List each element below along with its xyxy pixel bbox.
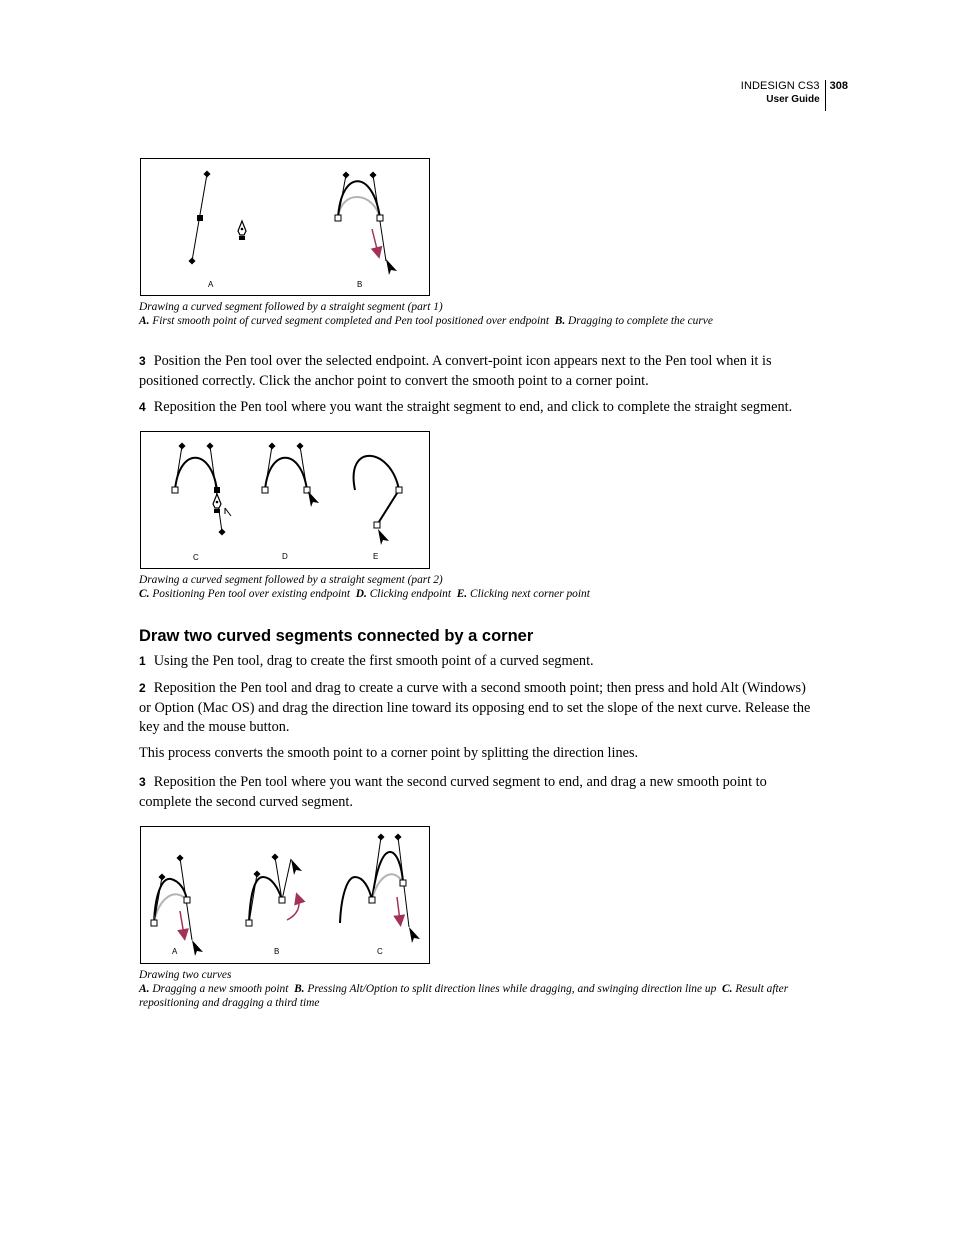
caption-letter: B.	[554, 315, 566, 327]
figure-3-caption-items	[139, 982, 819, 1010]
section-heading: Draw two curved segments connected by a corner	[139, 627, 534, 645]
fig1-label-b: B	[357, 280, 363, 289]
cursor-arrow-icon	[409, 927, 420, 943]
fig1-part-a	[188, 170, 246, 264]
header-title: INDESIGN CS3	[740, 80, 820, 92]
figure-2-caption	[139, 573, 819, 601]
caption-text: Clicking next corner point	[470, 588, 590, 600]
step-number: 3	[139, 354, 146, 368]
step-text: Reposition the Pen tool where you want the straight segment to end, and click to complete the straight segment.	[153, 399, 793, 415]
caption-text: Pressing Alt/Option to split direction lines while dragging, and swinging direction line up	[307, 983, 717, 995]
fig2-label-d: D	[282, 552, 288, 561]
figure-3-caption-title: Drawing two curves	[139, 969, 232, 981]
figure-2-drawing	[141, 432, 429, 568]
cursor-arrow-icon	[291, 859, 302, 875]
fig3-part-a	[151, 854, 203, 956]
fig3-part-c	[340, 833, 420, 943]
step-4-paragraph	[139, 398, 819, 418]
caption-letter: A.	[139, 315, 150, 327]
figure-3-caption	[139, 968, 819, 1010]
caption-letter: B.	[294, 983, 305, 995]
figure-1-caption	[139, 300, 819, 328]
caption-letter: C.	[139, 588, 150, 600]
figure-2-caption-title: Drawing a curved segment followed by a straight segment (part 2)	[139, 574, 443, 586]
fig3-part-b	[246, 853, 302, 926]
figure-2-caption-items	[139, 587, 819, 601]
fig2-label-e: E	[373, 552, 379, 561]
caption-letter: E.	[456, 588, 468, 600]
section-note: This process converts the smooth point to a corner point by splitting the direction lines.	[139, 745, 639, 761]
step-text: Reposition the Pen tool where you want the second curved segment to end, and drag a new smooth point to complete the second curved segment.	[139, 774, 767, 810]
figure-3-drawing	[141, 827, 429, 963]
fig1-part-b	[335, 171, 397, 275]
header-text-block	[741, 80, 825, 111]
step-number: 3	[139, 775, 146, 789]
caption-text: Positioning Pen tool over existing endpoint	[152, 588, 351, 600]
step-number: 2	[139, 681, 146, 695]
figure-1-caption-items	[139, 314, 819, 328]
section-step-1	[139, 652, 819, 672]
caption-letter: D.	[355, 588, 367, 600]
step-3-paragraph	[139, 352, 819, 391]
fig3-label-b: B	[274, 947, 280, 956]
section-step-3	[139, 773, 819, 812]
pen-tool-icon	[238, 221, 246, 240]
fig2-label-c: C	[193, 553, 199, 562]
page-number: 308	[829, 80, 848, 92]
figure-3-illustration	[140, 826, 430, 964]
fig3-label-a: A	[172, 947, 178, 956]
pen-tool-icon	[213, 494, 231, 516]
step-text: Position the Pen tool over the selected endpoint. A convert-point icon appears next to the Pen tool when it is positioned correctly. Click the anchor point to convert the smooth point to a corner point.	[139, 353, 772, 389]
caption-text: Result after repositioning and dragging a third time	[139, 983, 789, 1009]
step-number: 4	[139, 400, 146, 414]
cursor-arrow-icon	[386, 259, 397, 275]
caption-letter: A.	[139, 983, 150, 995]
figure-1-drawing	[141, 159, 429, 295]
fig2-part-c	[172, 442, 231, 535]
figure-2-illustration	[140, 431, 430, 569]
cursor-arrow-icon	[308, 491, 319, 507]
figure-1-illustration	[140, 158, 430, 296]
running-header	[741, 80, 848, 111]
caption-text: Clicking endpoint	[369, 588, 451, 600]
fig2-part-d	[262, 442, 319, 507]
header-subtitle: User Guide	[766, 94, 820, 105]
section-step-2	[139, 679, 819, 738]
step-number: 1	[139, 654, 146, 668]
caption-text: First smooth point of curved segment completed and Pen tool positioned over endpoint	[152, 315, 550, 327]
fig3-label-c: C	[377, 947, 383, 956]
caption-text: Dragging a new smooth point	[152, 983, 289, 995]
fig1-label-a: A	[208, 280, 214, 289]
caption-letter: C.	[722, 983, 733, 995]
cursor-arrow-icon	[192, 940, 203, 956]
figure-1-caption-title: Drawing a curved segment followed by a straight segment (part 1)	[139, 301, 443, 313]
caption-text: Dragging to complete the curve	[568, 315, 713, 327]
fig2-part-e	[354, 456, 402, 545]
step-text: Reposition the Pen tool and drag to create a curve with a second smooth point; then press and hold Alt (Windows) or Option (Mac OS) and drag the direction line toward its opposing end to set the slope of the next curve. Release the key and the mouse button.	[139, 680, 811, 735]
cursor-arrow-icon	[378, 529, 389, 545]
step-text: Using the Pen tool, drag to create the first smooth point of a curved segment.	[153, 653, 594, 669]
